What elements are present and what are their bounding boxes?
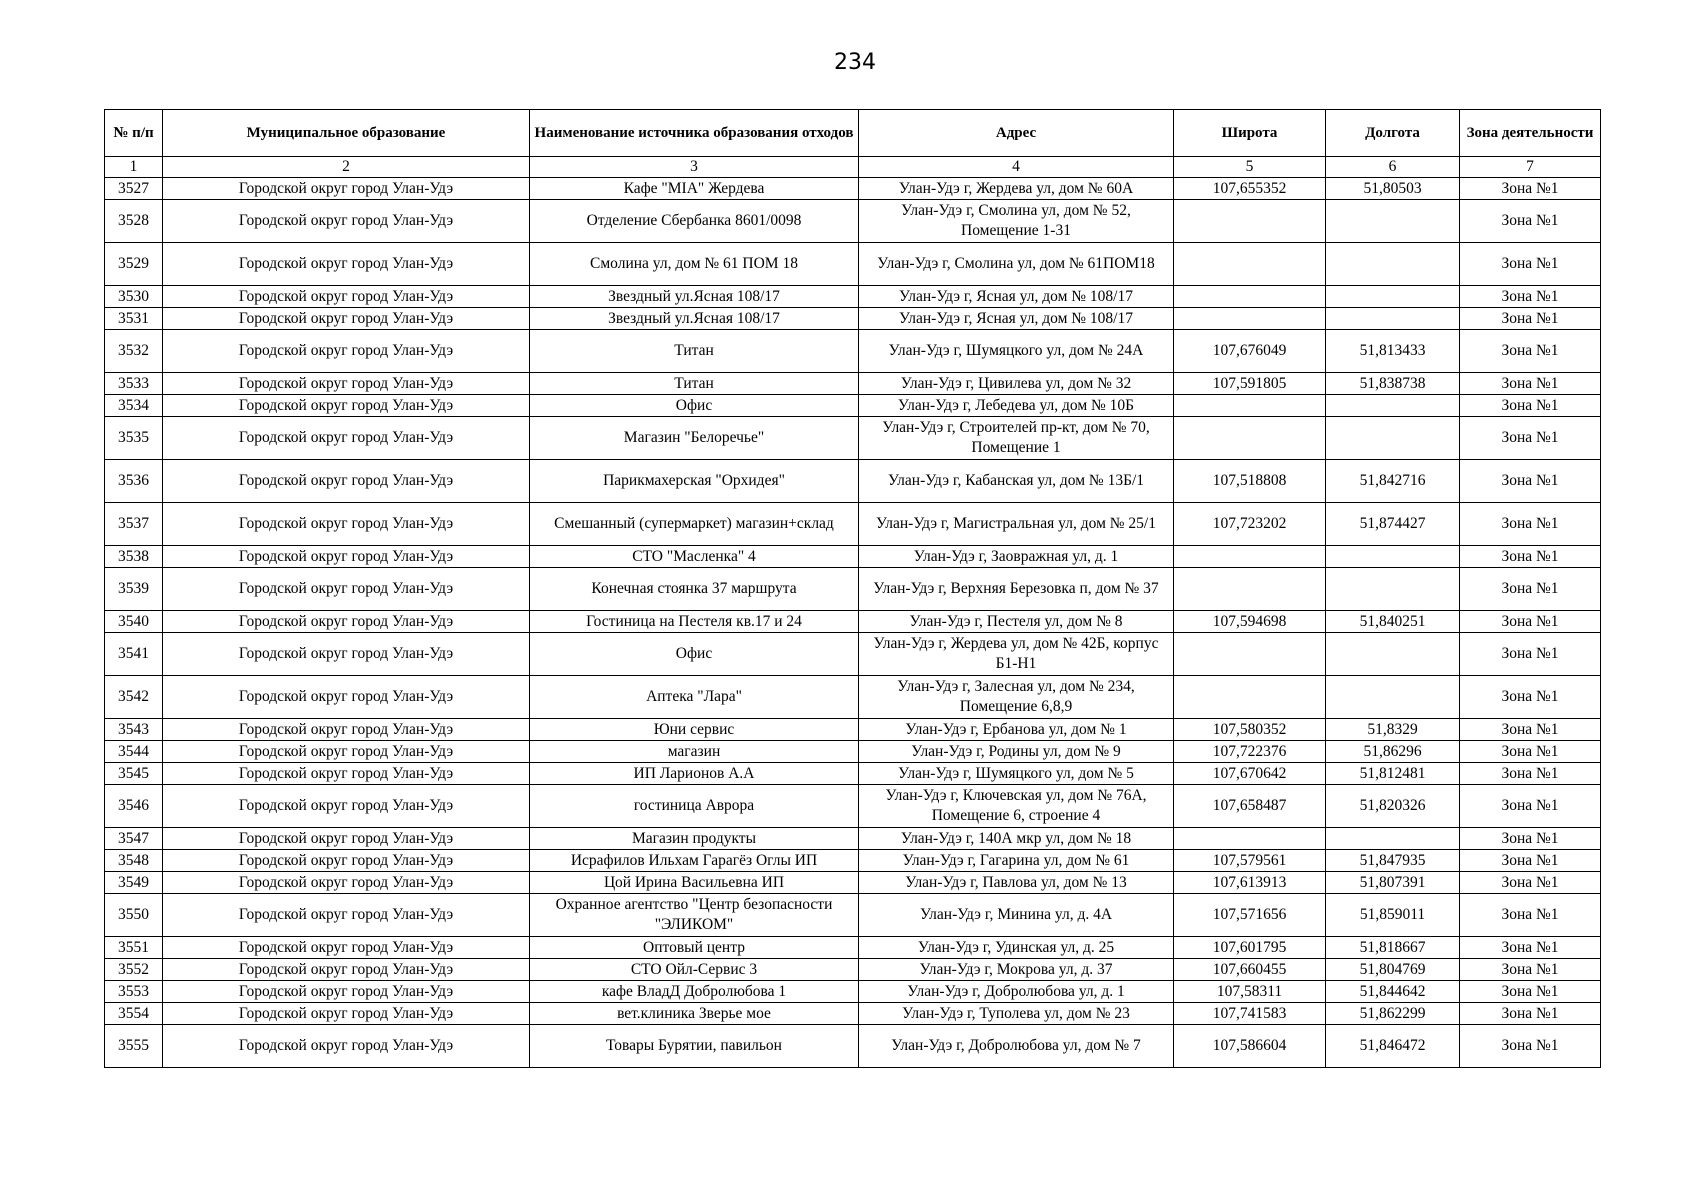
municipality-cell: Городской округ город Улан-Удэ (163, 828, 530, 850)
longitude-cell: 51,818667 (1326, 937, 1460, 959)
municipality-cell: Городской округ город Улан-Удэ (163, 373, 530, 395)
longitude-cell (1326, 633, 1460, 676)
zone-cell: Зона №1 (1460, 828, 1601, 850)
row-number: 3528 (105, 200, 163, 243)
row-number: 3540 (105, 611, 163, 633)
longitude-cell (1326, 676, 1460, 719)
table-row (105, 741, 1601, 763)
table-row (105, 417, 1601, 460)
table-row (105, 1003, 1601, 1025)
row-number: 3527 (105, 178, 163, 200)
zone-cell: Зона №1 (1460, 937, 1601, 959)
municipality-cell: Городской округ город Улан-Удэ (163, 719, 530, 741)
row-number: 3541 (105, 633, 163, 676)
row-number: 3529 (105, 243, 163, 286)
table-row (105, 373, 1601, 395)
source-name-cell: вет.клиника Зверье мое (530, 1003, 859, 1025)
address-cell: Улан-Удэ г, Гагарина ул, дом № 61 (859, 850, 1174, 872)
latitude-cell: 107,579561 (1174, 850, 1326, 872)
source-name-cell: Оптовый центр (530, 937, 859, 959)
longitude-cell: 51,862299 (1326, 1003, 1460, 1025)
municipality-cell: Городской округ город Улан-Удэ (163, 460, 530, 503)
longitude-cell: 51,838738 (1326, 373, 1460, 395)
latitude-cell: 107,591805 (1174, 373, 1326, 395)
source-name-cell: ИП Ларионов А.А (530, 763, 859, 785)
longitude-cell: 51,807391 (1326, 872, 1460, 894)
address-cell: Улан-Удэ г, Смолина ул, дом № 52, Помещение 1-31 (859, 200, 1174, 243)
source-name-cell: Звездный ул.Ясная 108/17 (530, 286, 859, 308)
municipality-cell: Городской округ город Улан-Удэ (163, 872, 530, 894)
table-row (105, 785, 1601, 828)
row-number: 3535 (105, 417, 163, 460)
longitude-cell (1326, 828, 1460, 850)
row-number: 3545 (105, 763, 163, 785)
source-name-cell: Отделение Сбербанка 8601/0098 (530, 200, 859, 243)
address-cell: Улан-Удэ г, Кабанская ул, дом № 13Б/1 (859, 460, 1174, 503)
zone-cell: Зона №1 (1460, 330, 1601, 373)
address-cell: Улан-Удэ г, Смолина ул, дом № 61ПОМ18 (859, 243, 1174, 286)
latitude-cell: 107,741583 (1174, 1003, 1326, 1025)
source-name-cell: Звездный ул.Ясная 108/17 (530, 308, 859, 330)
zone-cell: Зона №1 (1460, 417, 1601, 460)
table-row (105, 937, 1601, 959)
municipality-cell: Городской округ город Улан-Удэ (163, 568, 530, 611)
address-cell: Улан-Удэ г, Родины ул, дом № 9 (859, 741, 1174, 763)
municipality-cell: Городской округ город Улан-Удэ (163, 286, 530, 308)
row-number: 3539 (105, 568, 163, 611)
zone-cell: Зона №1 (1460, 763, 1601, 785)
latitude-cell: 107,676049 (1174, 330, 1326, 373)
table-row (105, 546, 1601, 568)
table-row (105, 200, 1601, 243)
source-name-cell: СТО "Масленка" 4 (530, 546, 859, 568)
longitude-cell: 51,842716 (1326, 460, 1460, 503)
zone-cell: Зона №1 (1460, 568, 1601, 611)
longitude-cell: 51,80503 (1326, 178, 1460, 200)
longitude-cell (1326, 568, 1460, 611)
address-cell: Улан-Удэ г, Павлова ул, дом № 13 (859, 872, 1174, 894)
latitude-cell: 107,58311 (1174, 981, 1326, 1003)
zone-cell: Зона №1 (1460, 178, 1601, 200)
municipality-cell: Городской округ город Улан-Удэ (163, 330, 530, 373)
longitude-cell (1326, 308, 1460, 330)
source-name-cell: СТО Ойл-Сервис 3 (530, 959, 859, 981)
column-number: 5 (1174, 157, 1326, 178)
address-cell: Улан-Удэ г, Жердева ул, дом № 42Б, корпус Б1-Н1 (859, 633, 1174, 676)
column-number: 6 (1326, 157, 1460, 178)
source-name-cell: магазин (530, 741, 859, 763)
municipality-cell: Городской округ город Улан-Удэ (163, 1003, 530, 1025)
row-number: 3536 (105, 460, 163, 503)
address-cell: Улан-Удэ г, Шумяцкого ул, дом № 5 (859, 763, 1174, 785)
longitude-cell (1326, 243, 1460, 286)
latitude-cell (1174, 417, 1326, 460)
table-row (105, 178, 1601, 200)
longitude-cell: 51,844642 (1326, 981, 1460, 1003)
municipality-cell: Городской округ город Улан-Удэ (163, 741, 530, 763)
row-number: 3533 (105, 373, 163, 395)
source-name-cell: Смолина ул, дом № 61 ПОМ 18 (530, 243, 859, 286)
municipality-cell: Городской округ город Улан-Удэ (163, 178, 530, 200)
table-row (105, 460, 1601, 503)
latitude-cell: 107,660455 (1174, 959, 1326, 981)
municipality-cell: Городской округ город Улан-Удэ (163, 981, 530, 1003)
address-cell: Улан-Удэ г, Добролюбова ул, дом № 7 (859, 1025, 1174, 1068)
column-number: 2 (163, 157, 530, 178)
zone-cell: Зона №1 (1460, 611, 1601, 633)
row-number: 3554 (105, 1003, 163, 1025)
zone-cell: Зона №1 (1460, 395, 1601, 417)
column-number: 7 (1460, 157, 1601, 178)
source-name-cell: Исрафилов Ильхам Гарагёз Оглы ИП (530, 850, 859, 872)
address-cell: Улан-Удэ г, Лебедева ул, дом № 10Б (859, 395, 1174, 417)
latitude-cell: 107,601795 (1174, 937, 1326, 959)
column-number: 3 (530, 157, 859, 178)
zone-cell: Зона №1 (1460, 959, 1601, 981)
municipality-cell: Городской округ город Улан-Удэ (163, 959, 530, 981)
source-name-cell: Кафе "MIA" Жердева (530, 178, 859, 200)
latitude-cell: 107,613913 (1174, 872, 1326, 894)
address-cell: Улан-Удэ г, Ясная ул, дом № 108/17 (859, 308, 1174, 330)
row-number: 3538 (105, 546, 163, 568)
latitude-cell (1174, 828, 1326, 850)
table-row (105, 568, 1601, 611)
source-name-cell: Офис (530, 633, 859, 676)
row-number: 3548 (105, 850, 163, 872)
table-row (105, 633, 1601, 676)
header-latitude: Широта (1174, 110, 1326, 157)
column-numbers-row (105, 157, 1601, 178)
header-municipality: Муниципальное образование (163, 110, 530, 157)
table-body (105, 178, 1601, 1068)
municipality-cell: Городской округ город Улан-Удэ (163, 417, 530, 460)
municipality-cell: Городской округ город Улан-Удэ (163, 894, 530, 937)
table-row (105, 308, 1601, 330)
zone-cell: Зона №1 (1460, 850, 1601, 872)
latitude-cell: 107,723202 (1174, 503, 1326, 546)
source-name-cell: Гостиница на Пестеля кв.17 и 24 (530, 611, 859, 633)
address-cell: Улан-Удэ г, Жердева ул, дом № 60А (859, 178, 1174, 200)
municipality-cell: Городской округ город Улан-Удэ (163, 395, 530, 417)
table-row (105, 330, 1601, 373)
address-cell: Улан-Удэ г, 140А мкр ул, дом № 18 (859, 828, 1174, 850)
row-number: 3553 (105, 981, 163, 1003)
latitude-cell (1174, 546, 1326, 568)
municipality-cell: Городской округ город Улан-Удэ (163, 633, 530, 676)
row-number: 3555 (105, 1025, 163, 1068)
address-cell: Улан-Удэ г, Строителей пр-кт, дом № 70, Помещение 1 (859, 417, 1174, 460)
address-cell: Улан-Удэ г, Мокрова ул, д. 37 (859, 959, 1174, 981)
source-name-cell: Магазин "Белоречье" (530, 417, 859, 460)
row-number: 3550 (105, 894, 163, 937)
zone-cell: Зона №1 (1460, 981, 1601, 1003)
zone-cell: Зона №1 (1460, 741, 1601, 763)
municipality-cell: Городской округ город Улан-Удэ (163, 503, 530, 546)
zone-cell: Зона №1 (1460, 676, 1601, 719)
header-number: № п/п (105, 110, 163, 157)
row-number: 3543 (105, 719, 163, 741)
table-row (105, 894, 1601, 937)
table-row (105, 828, 1601, 850)
table-row (105, 611, 1601, 633)
table-row (105, 763, 1601, 785)
address-cell: Улан-Удэ г, Минина ул, д. 4А (859, 894, 1174, 937)
longitude-cell (1326, 286, 1460, 308)
row-number: 3552 (105, 959, 163, 981)
longitude-cell (1326, 417, 1460, 460)
row-number: 3532 (105, 330, 163, 373)
longitude-cell: 51,86296 (1326, 741, 1460, 763)
row-number: 3551 (105, 937, 163, 959)
latitude-cell (1174, 200, 1326, 243)
latitude-cell: 107,518808 (1174, 460, 1326, 503)
zone-cell: Зона №1 (1460, 894, 1601, 937)
row-number: 3531 (105, 308, 163, 330)
address-cell: Улан-Удэ г, Ербанова ул, дом № 1 (859, 719, 1174, 741)
zone-cell: Зона №1 (1460, 633, 1601, 676)
zone-cell: Зона №1 (1460, 719, 1601, 741)
latitude-cell (1174, 395, 1326, 417)
zone-cell: Зона №1 (1460, 286, 1601, 308)
header-address: Адрес (859, 110, 1174, 157)
latitude-cell (1174, 676, 1326, 719)
address-cell: Улан-Удэ г, Ключевская ул, дом № 76А, Помещение 6, строение 4 (859, 785, 1174, 828)
table-row (105, 1025, 1601, 1068)
municipality-cell: Городской округ город Улан-Удэ (163, 937, 530, 959)
row-number: 3537 (105, 503, 163, 546)
source-name-cell: Юни сервис (530, 719, 859, 741)
zone-cell: Зона №1 (1460, 200, 1601, 243)
source-name-cell: Аптека "Лара" (530, 676, 859, 719)
address-cell: Улан-Удэ г, Магистральная ул, дом № 25/1 (859, 503, 1174, 546)
table-row (105, 503, 1601, 546)
latitude-cell (1174, 286, 1326, 308)
zone-cell: Зона №1 (1460, 1003, 1601, 1025)
address-cell: Улан-Удэ г, Шумяцкого ул, дом № 24А (859, 330, 1174, 373)
municipality-cell: Городской округ город Улан-Удэ (163, 546, 530, 568)
source-name-cell: Цой Ирина Васильевна ИП (530, 872, 859, 894)
table-row (105, 850, 1601, 872)
municipality-cell: Городской округ город Улан-Удэ (163, 611, 530, 633)
zone-cell: Зона №1 (1460, 308, 1601, 330)
zone-cell: Зона №1 (1460, 243, 1601, 286)
waste-sources-table (104, 109, 1601, 1068)
municipality-cell: Городской округ город Улан-Удэ (163, 200, 530, 243)
latitude-cell: 107,586604 (1174, 1025, 1326, 1068)
longitude-cell: 51,874427 (1326, 503, 1460, 546)
latitude-cell: 107,670642 (1174, 763, 1326, 785)
zone-cell: Зона №1 (1460, 460, 1601, 503)
longitude-cell (1326, 200, 1460, 243)
row-number: 3530 (105, 286, 163, 308)
table-row (105, 395, 1601, 417)
longitude-cell: 51,804769 (1326, 959, 1460, 981)
latitude-cell: 107,655352 (1174, 178, 1326, 200)
table-row (105, 243, 1601, 286)
table-row (105, 719, 1601, 741)
table-row (105, 676, 1601, 719)
address-cell: Улан-Удэ г, Верхняя Березовка п, дом № 37 (859, 568, 1174, 611)
header-longitude: Долгота (1326, 110, 1460, 157)
source-name-cell: Конечная стоянка 37 маршрута (530, 568, 859, 611)
longitude-cell: 51,846472 (1326, 1025, 1460, 1068)
municipality-cell: Городской округ город Улан-Удэ (163, 763, 530, 785)
latitude-cell (1174, 568, 1326, 611)
table-row (105, 981, 1601, 1003)
municipality-cell: Городской округ город Улан-Удэ (163, 1025, 530, 1068)
address-cell: Улан-Удэ г, Залесная ул, дом № 234, Помещение 6,8,9 (859, 676, 1174, 719)
zone-cell: Зона №1 (1460, 1025, 1601, 1068)
address-cell: Улан-Удэ г, Цивилева ул, дом № 32 (859, 373, 1174, 395)
address-cell: Улан-Удэ г, Добролюбова ул, д. 1 (859, 981, 1174, 1003)
source-name-cell: Смешанный (супермаркет) магазин+склад (530, 503, 859, 546)
column-number: 1 (105, 157, 163, 178)
address-cell: Улан-Удэ г, Ясная ул, дом № 108/17 (859, 286, 1174, 308)
latitude-cell: 107,571656 (1174, 894, 1326, 937)
source-name-cell: Парикмахерская "Орхидея" (530, 460, 859, 503)
address-cell: Улан-Удэ г, Удинская ул, д. 25 (859, 937, 1174, 959)
row-number: 3549 (105, 872, 163, 894)
longitude-cell: 51,840251 (1326, 611, 1460, 633)
source-name-cell: Магазин продукты (530, 828, 859, 850)
row-number: 3546 (105, 785, 163, 828)
zone-cell: Зона №1 (1460, 872, 1601, 894)
row-number: 3544 (105, 741, 163, 763)
zone-cell: Зона №1 (1460, 546, 1601, 568)
longitude-cell: 51,859011 (1326, 894, 1460, 937)
header-zone: Зона деятельности (1460, 110, 1601, 157)
latitude-cell: 107,722376 (1174, 741, 1326, 763)
source-name-cell: Титан (530, 330, 859, 373)
longitude-cell: 51,847935 (1326, 850, 1460, 872)
column-number: 4 (859, 157, 1174, 178)
table-row (105, 872, 1601, 894)
longitude-cell: 51,8329 (1326, 719, 1460, 741)
latitude-cell: 107,658487 (1174, 785, 1326, 828)
address-cell: Улан-Удэ г, Заовражная ул, д. 1 (859, 546, 1174, 568)
row-number: 3534 (105, 395, 163, 417)
table-row (105, 959, 1601, 981)
address-cell: Улан-Удэ г, Пестеля ул, дом № 8 (859, 611, 1174, 633)
municipality-cell: Городской округ город Улан-Удэ (163, 243, 530, 286)
municipality-cell: Городской округ город Улан-Удэ (163, 308, 530, 330)
row-number: 3547 (105, 828, 163, 850)
table-row (105, 286, 1601, 308)
table-header-row (105, 110, 1601, 157)
zone-cell: Зона №1 (1460, 373, 1601, 395)
municipality-cell: Городской округ город Улан-Удэ (163, 676, 530, 719)
address-cell: Улан-Удэ г, Туполева ул, дом № 23 (859, 1003, 1174, 1025)
latitude-cell: 107,594698 (1174, 611, 1326, 633)
source-name-cell: кафе ВладД Добролюбова 1 (530, 981, 859, 1003)
longitude-cell: 51,820326 (1326, 785, 1460, 828)
zone-cell: Зона №1 (1460, 503, 1601, 546)
zone-cell: Зона №1 (1460, 785, 1601, 828)
latitude-cell: 107,580352 (1174, 719, 1326, 741)
longitude-cell (1326, 395, 1460, 417)
source-name-cell: Офис (530, 395, 859, 417)
longitude-cell (1326, 546, 1460, 568)
source-name-cell: Титан (530, 373, 859, 395)
municipality-cell: Городской округ город Улан-Удэ (163, 785, 530, 828)
longitude-cell: 51,813433 (1326, 330, 1460, 373)
latitude-cell (1174, 633, 1326, 676)
longitude-cell: 51,812481 (1326, 763, 1460, 785)
municipality-cell: Городской округ город Улан-Удэ (163, 850, 530, 872)
row-number: 3542 (105, 676, 163, 719)
latitude-cell (1174, 243, 1326, 286)
source-name-cell: гостиница Аврора (530, 785, 859, 828)
source-name-cell: Товары Бурятии, павильон (530, 1025, 859, 1068)
source-name-cell: Охранное агентство "Центр безопасности "ЭЛИКОМ" (530, 894, 859, 937)
page-number: 234 (834, 50, 876, 75)
latitude-cell (1174, 308, 1326, 330)
header-source-name: Наименование источника образования отходов (530, 110, 859, 157)
